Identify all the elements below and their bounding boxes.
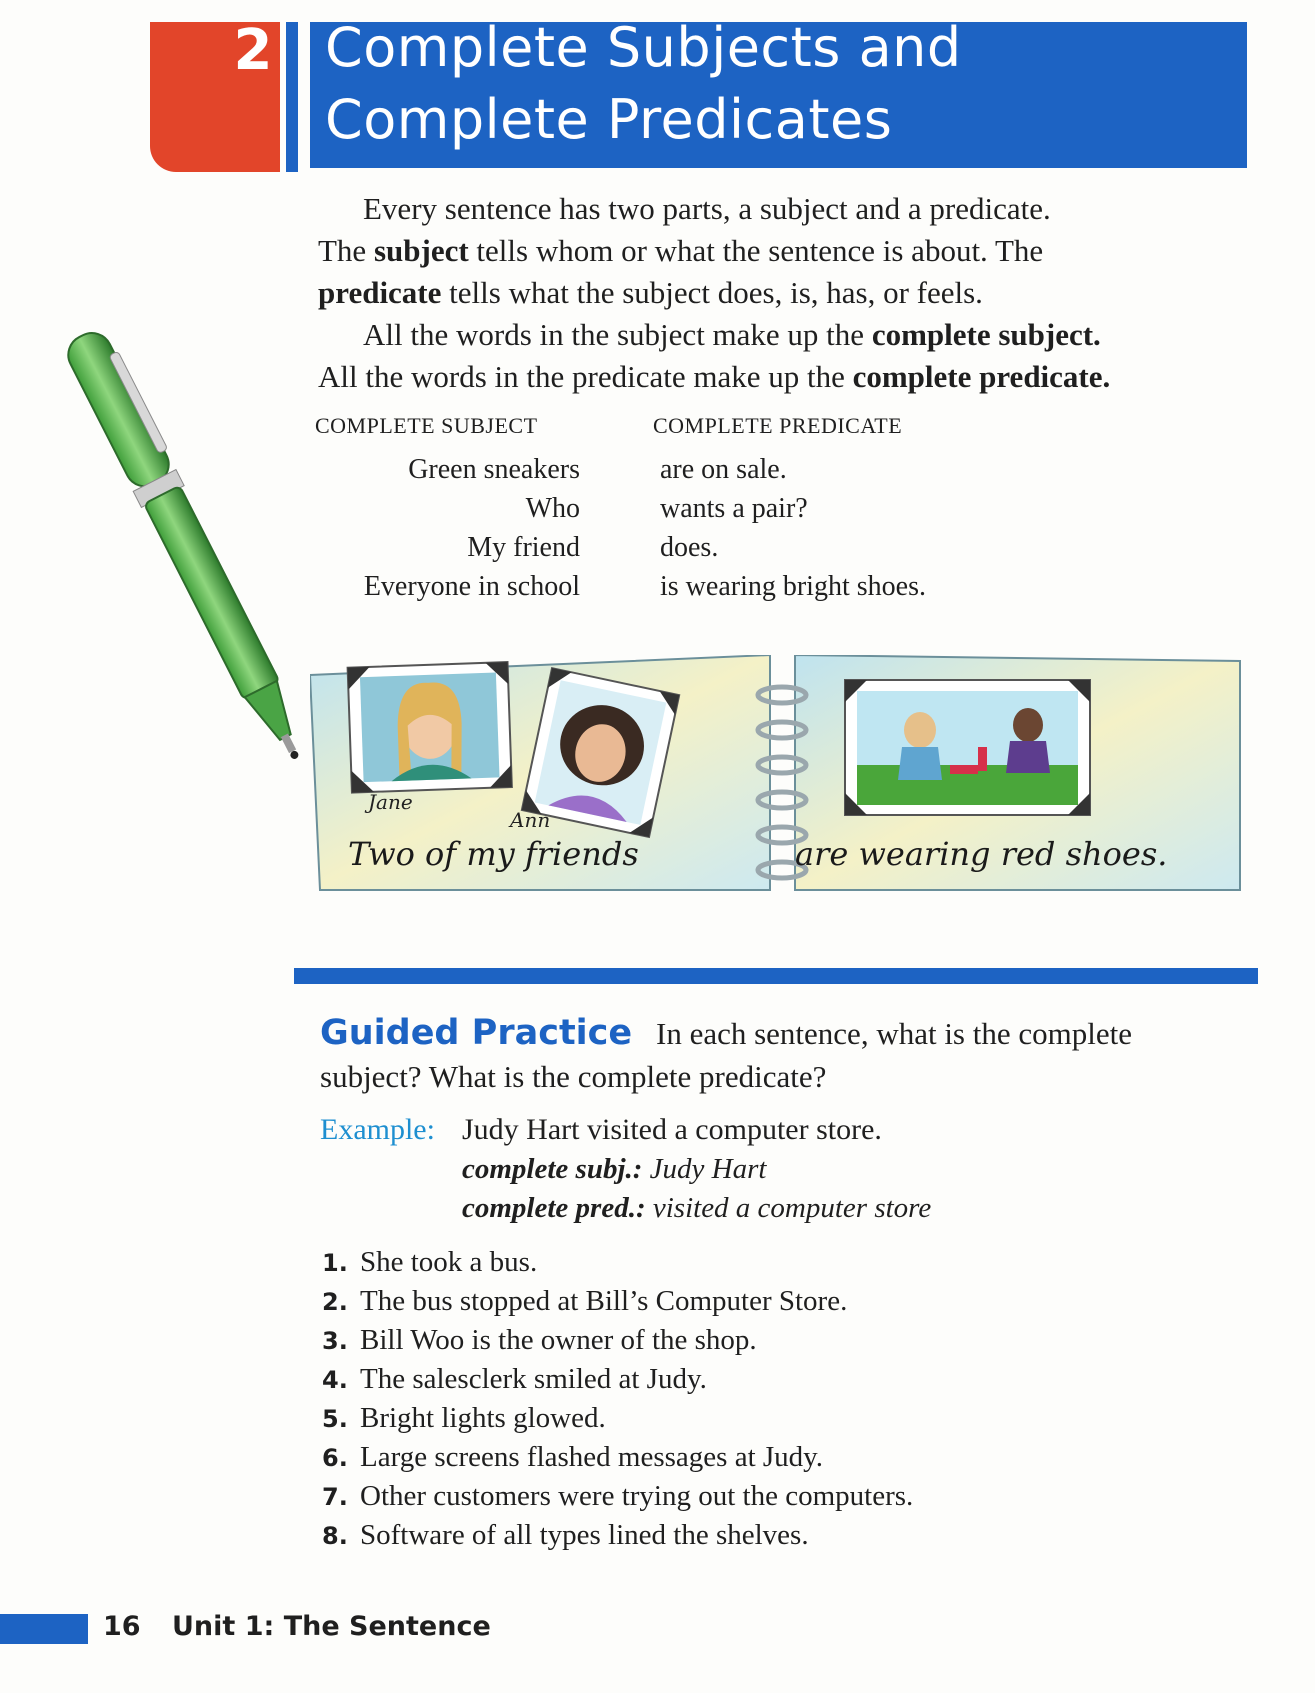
table-subject-cell: My friend — [467, 532, 580, 563]
intro-line-3: predicate tells what the subject does, is, has, or feels. — [318, 275, 983, 310]
complete-subject-header: COMPLETE SUBJECT — [315, 413, 538, 438]
list-item: 2. The bus stopped at Bill’s Computer Store. — [322, 1285, 848, 1317]
lesson-title-line-1: Complete Subjects and — [325, 16, 962, 79]
photo-jane — [348, 662, 512, 793]
list-item: 5. Bright lights glowed. — [322, 1402, 606, 1434]
photo-two-friends — [845, 680, 1090, 815]
table-predicate-cell: are on sale. — [660, 454, 787, 485]
list-item: 6. Large screens flashed messages at Judy. — [322, 1441, 824, 1473]
table-subject-cell: Everyone in school — [363, 571, 580, 602]
term-complete-subject: complete subject. — [871, 317, 1101, 352]
table-subject-cell: Green sneakers — [408, 454, 580, 485]
intro-line-4: All the words in the subject make up the complete subject. — [363, 317, 1101, 352]
footer-bar — [0, 1614, 88, 1644]
table-predicate-cell: wants a pair? — [660, 493, 808, 524]
green-pen-illustration — [60, 300, 320, 800]
header-divider — [286, 22, 298, 172]
table-subject-cell: Who — [525, 493, 580, 524]
predicate-column — [660, 450, 1080, 606]
list-item: 8. Software of all types lined the shelves. — [322, 1519, 809, 1551]
list-item: 3. Bill Woo is the owner of the shop. — [322, 1324, 757, 1356]
intro-line-2: The subject tells whom or what the sentence is about. The — [318, 233, 1044, 268]
list-item: 4. The salesclerk smiled at Judy. — [322, 1363, 707, 1395]
list-item: 7. Other customers were trying out the computers. — [322, 1480, 914, 1512]
exercise-list — [322, 1243, 913, 1555]
section-divider — [294, 968, 1258, 984]
scrapbook-illustration — [310, 655, 1245, 900]
term-complete-predicate: complete predicate. — [852, 359, 1111, 394]
intro-line-5: All the words in the predicate make up the complete predicate. — [318, 359, 1111, 394]
photo-label-ann: Ann — [510, 808, 551, 832]
example-complete-predicate: complete pred.: visited a computer store — [462, 1192, 932, 1224]
scrapbook-caption-right: are wearing red shoes. — [795, 835, 1168, 873]
unit-title: Unit 1: The Sentence — [172, 1611, 491, 1642]
guided-practice-instruction-1: In each sentence, what is the complete — [656, 1016, 1132, 1051]
table-predicate-cell: is wearing bright shoes. — [660, 571, 926, 602]
page-number: 16 — [103, 1611, 141, 1642]
term-subject: subject — [373, 233, 469, 268]
guided-practice-instruction-2: subject? What is the complete predicate? — [320, 1059, 827, 1094]
guided-practice-title: Guided Practice — [320, 1013, 633, 1053]
scrapbook-caption-left: Two of my friends — [348, 835, 639, 873]
subject-column — [300, 450, 580, 606]
example-sentence: Judy Hart visited a computer store. — [462, 1113, 882, 1146]
photo-label-jane: Jane — [368, 790, 413, 814]
list-item: 1. She took a bus. — [322, 1246, 538, 1278]
intro-line-1: Every sentence has two parts, a subject and a predicate. — [363, 191, 1051, 226]
lesson-title-line-2: Complete Predicates — [325, 88, 893, 151]
lesson-number: 2 — [233, 18, 273, 83]
example-label: Example: — [320, 1113, 435, 1146]
table-predicate-cell: does. — [660, 532, 719, 563]
example-complete-subject: complete subj.: Judy Hart — [462, 1153, 767, 1185]
term-predicate: predicate — [318, 275, 442, 310]
complete-predicate-header: COMPLETE PREDICATE — [653, 413, 903, 438]
